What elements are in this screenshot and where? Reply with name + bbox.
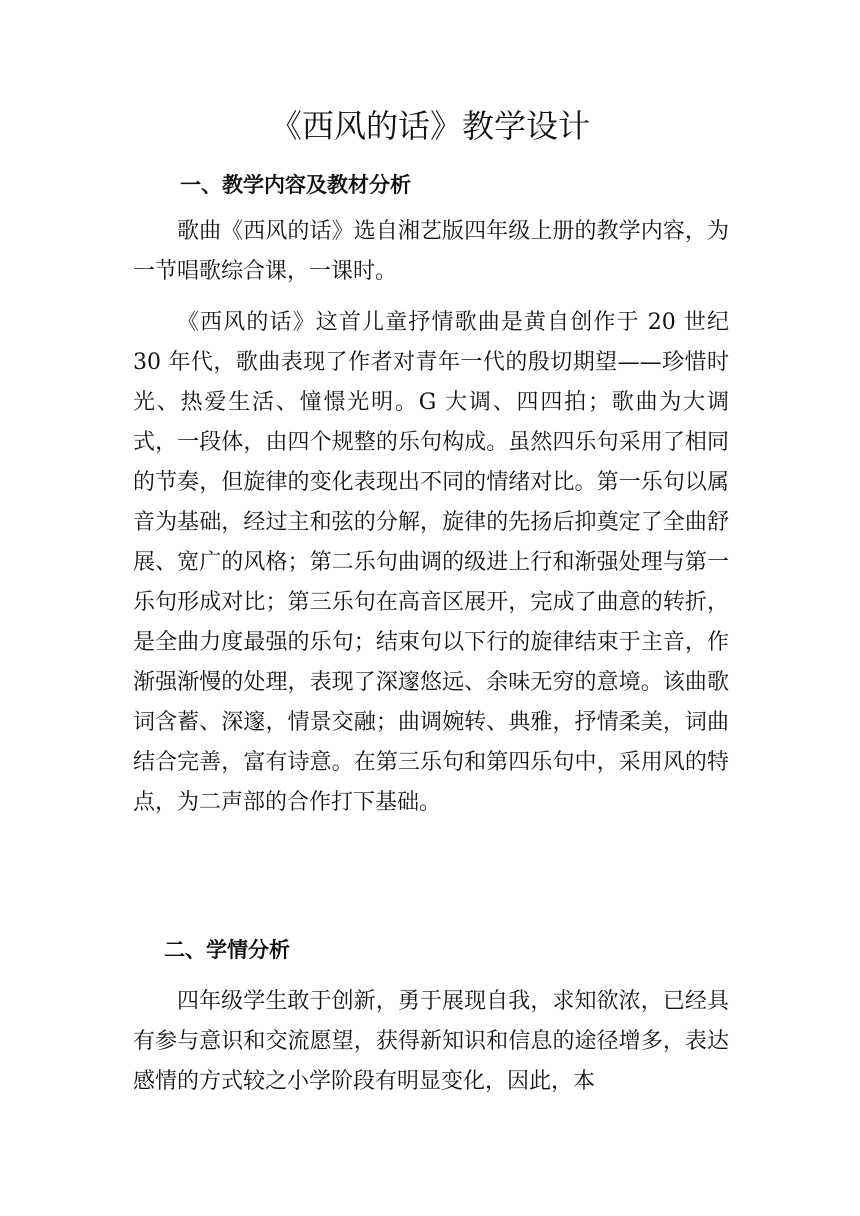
paragraph-song-analysis: 《西风的话》这首儿童抒情歌曲是黄自创作于 20 世纪 30 年代，歌曲表现了作者对青年一代的殷切期望——珍惜时光、热爱生活、憧憬光明。G 大调、四四拍；歌曲为大调式，一段体，由四个规整的乐句构成。虽然四乐句采用了相同的节奏，但旋律的变化表现出不同的情绪对比。第一乐句以属音为基础，经过主和弦的分解，旋律的先扬后抑奠定了全曲舒展、宽广的风格；第二乐句曲调的级进上行和渐强处理与第一乐句形成对比；第三乐句在高音区展开，完成了曲意的转折，是全曲力度最强的乐句；结束句以下行的旋律结束于主音，作渐强渐慢的处理，表现了深邃悠远、余味无穷的意境。该曲歌词含蓄、深邃，情景交融；曲调婉转、典雅，抒情柔美，词曲结合完善，富有诗意。在第三乐句和第四乐句中，采用风的特点，为二声部的合作打下基础。: [133, 310, 729, 815]
section-heading-content-analysis: 一、教学内容及教材分析: [180, 173, 411, 197]
paragraph-song-source: 歌曲《西风的话》选自湘艺版四年级上册的教学内容，为一节唱歌综合课，一课时。: [133, 219, 729, 284]
paragraph-student-analysis: 四年级学生敢于创新，勇于展现自我，求知欲浓，已经具有参与意识和交流愿望，获得新知识和信息的途径增多，表达感情的方式较之小学阶段有明显变化，因此，本: [133, 989, 729, 1094]
section-heading-student-analysis: 二、学情分析: [164, 938, 290, 962]
document-title: 《西风的话》教学设计: [269, 107, 590, 145]
